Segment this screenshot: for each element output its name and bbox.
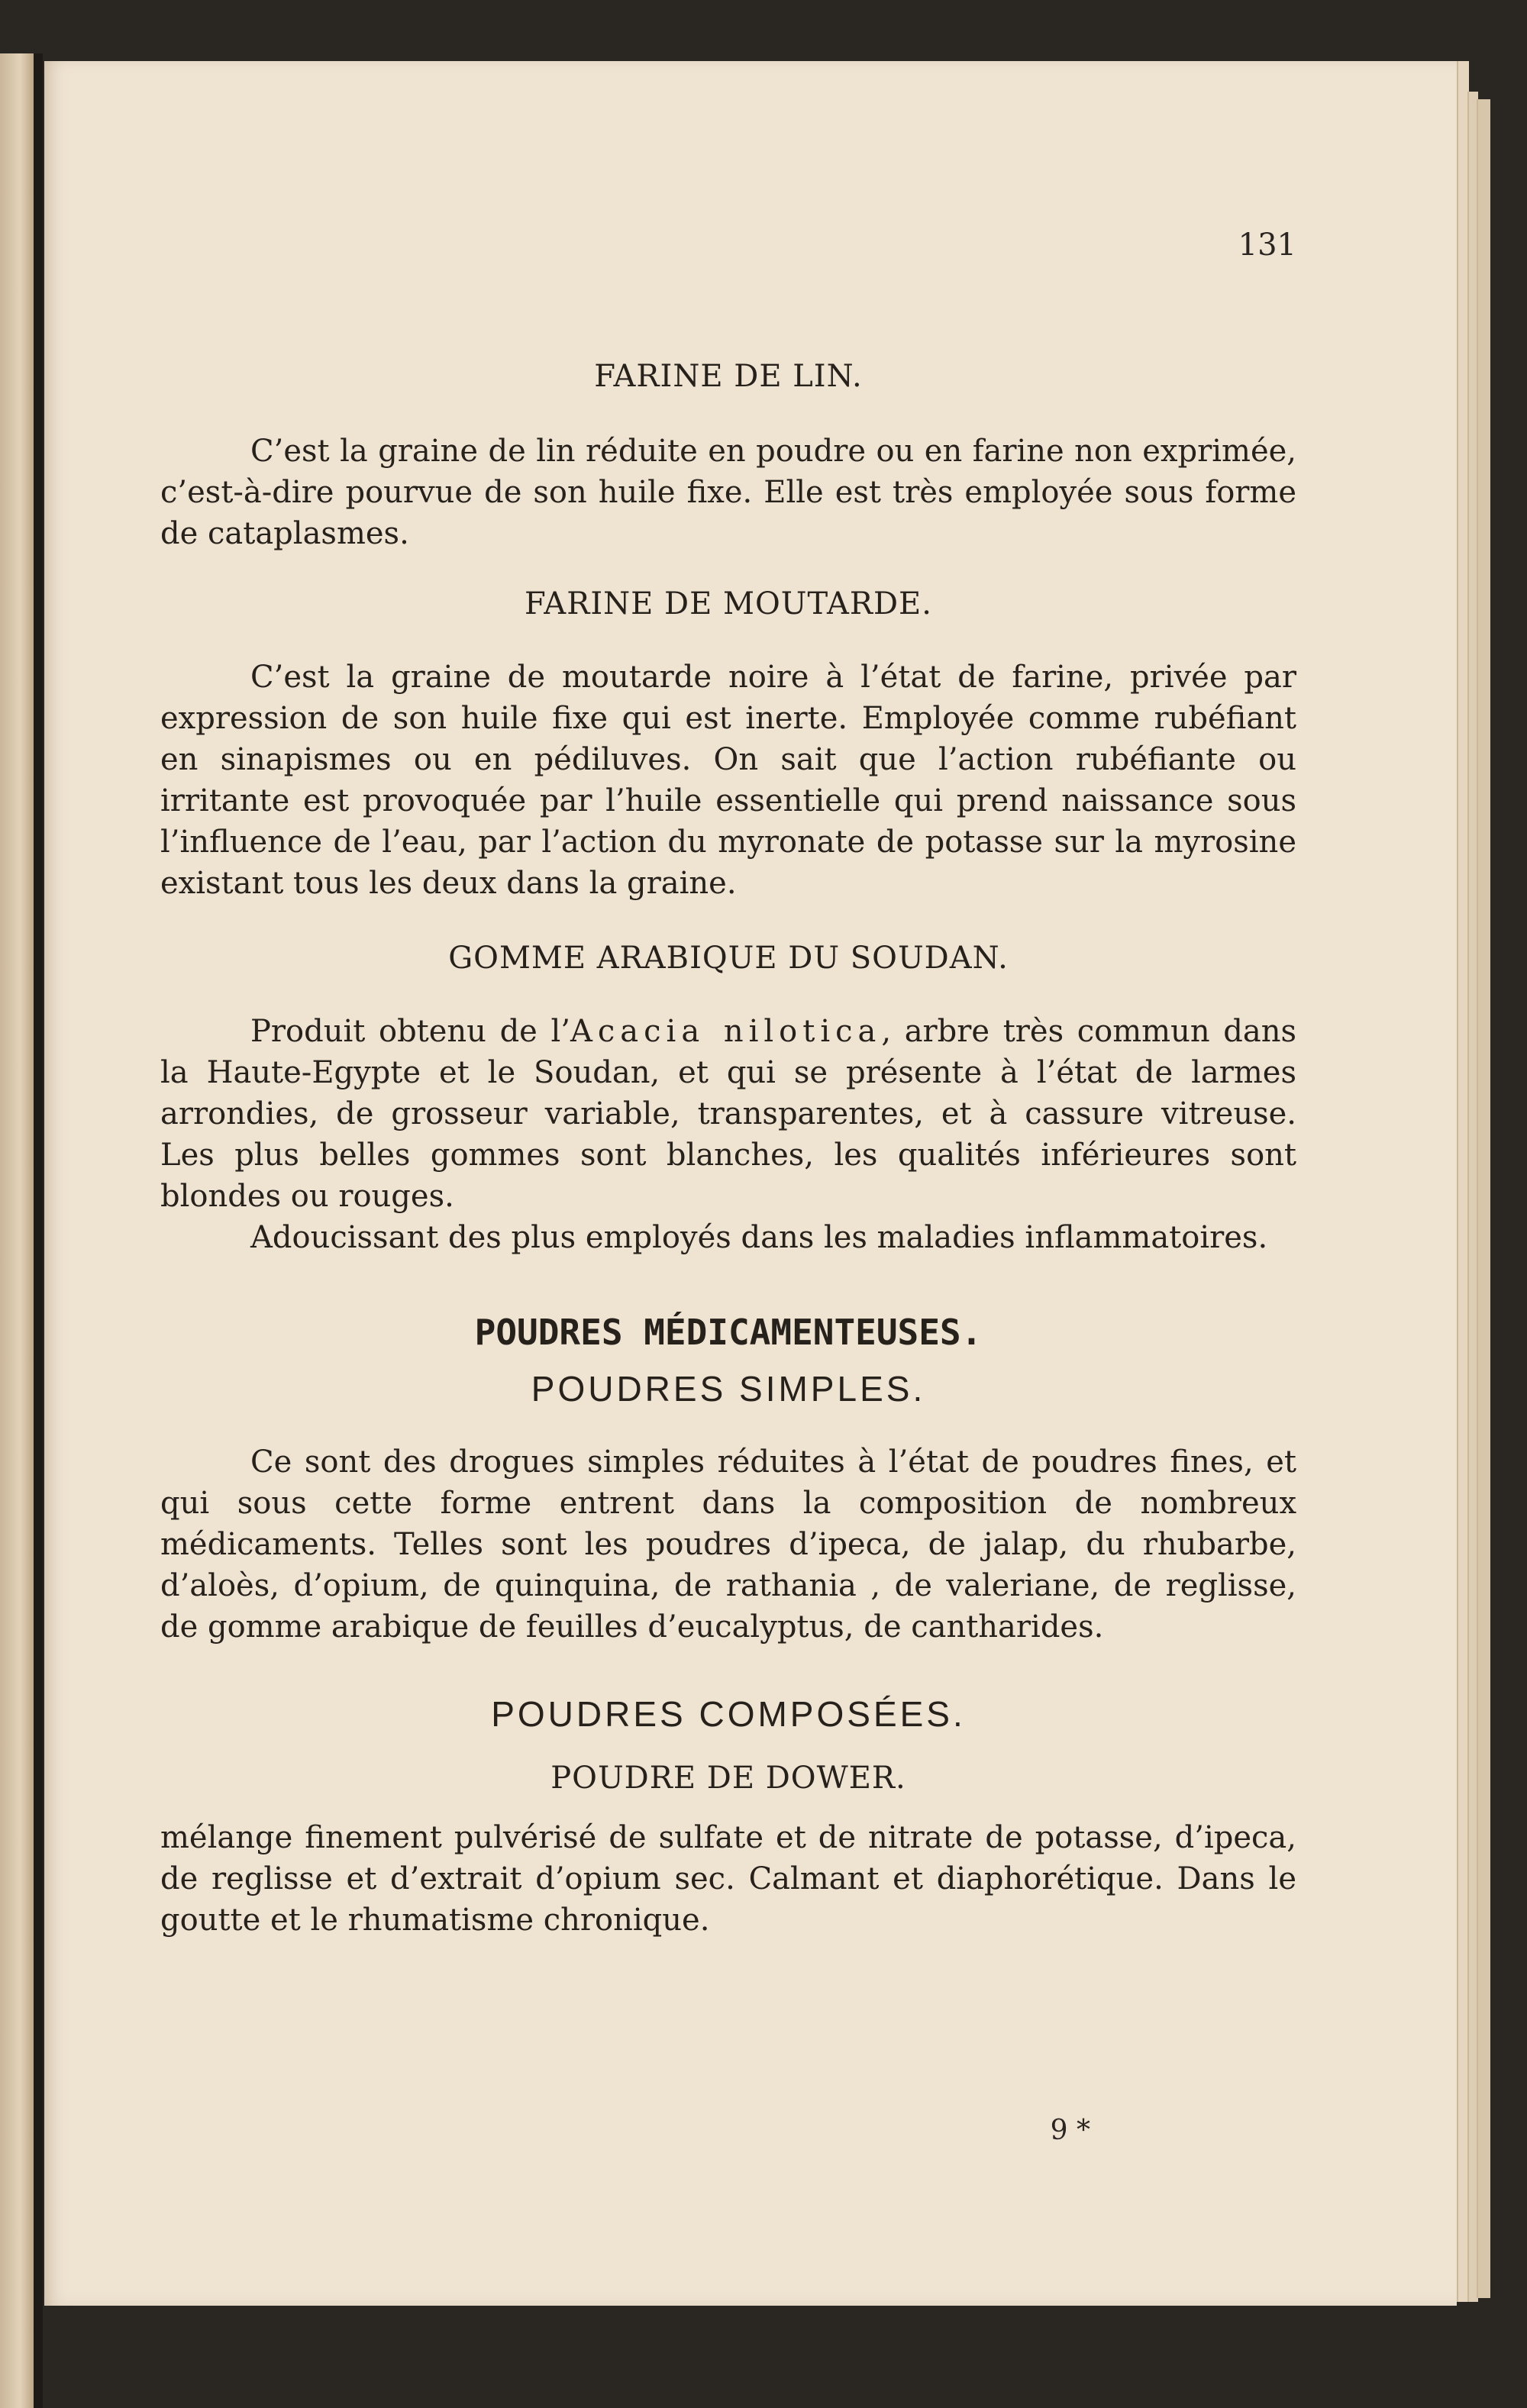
species-name: Acacia nilotica [570,1014,882,1049]
heading-farine-de-lin: FARINE DE LIN. [594,359,863,394]
book-page [44,61,1457,2306]
paragraph-adoucissant: Adoucissant des plus employés dans les maladies inflammatoires. [250,1220,1268,1255]
left-page-edge [0,53,34,2408]
signature-mark: 9 * [1050,2115,1090,2146]
paragraph-farine-de-moutarde: C’est la graine de moutarde noire à l’état de farine, privée par expression de son huile fixe qui est inerte. Employée comme rubéfiant en sinapismes ou en pédiluves. On sait que l’action rubéfiante ou irritante est provoquée par l’huile essentielle qui prend naissance sous l’influence de l’eau, par l’action du myronate de potasse sur la myrosine existant tous les deux dans la graine. [160,660,1296,901]
paragraph-farine-de-lin: C’est la graine de lin réduite en poudre ou en farine non exprimée, c’est-à-dire pourvue de son huile fixe. Elle est très employée sous forme de cataplasmes. [160,434,1296,551]
page-edge [1477,99,1490,2298]
heading-poudre-de-dower: POUDRE DE DOWER. [550,1761,906,1796]
heading-poudres-composees: POUDRES COMPOSÉES. [491,1694,966,1734]
heading-gomme-arabique: GOMME ARABIQUE DU SOUDAN. [448,941,1009,976]
paragraph-poudre-de-dower: mélange finement pulvérisé de sulfate et de nitrate de potasse, d’ipeca, de reglisse et d’extrait d’opium sec. Calmant et diaphorétique. Dans le goutte et le rhumatisme chronique. [160,1820,1296,1938]
heading-poudres-medicamenteuses: POUDRES MÉDICAMENTEUSES. [474,1312,983,1353]
book-gutter [34,53,43,2408]
paragraph-poudres-simples: Ce sont des drogues simples réduites à l’état de poudres fines, et qui sous cette forme entrent dans la composition de nombreux médicaments. Telles sont les poudres d’ipeca, de jalap, du rhubarbe, d’aloès, d’opium, de quinquina, de rathania , de valeriane, de reglisse, de gomme arabique de feuilles d’eucalyptus, de cantharides. [160,1444,1296,1645]
gomme-text-end: , arbre très commun dans la Haute-Egypte et le Soudan, et qui se présente à l’état de larmes arrondies, de grosseur variable, transparentes, et à cassure vitreuse. Les plus belles gommes sont blanches, les qualités inférieures sont blondes ou rouges. [160,1014,1296,1214]
paragraph-gomme-arabique [160,1011,1296,1217]
page-content [160,359,1296,1941]
heading-poudres-simples: POUDRES SIMPLES. [531,1369,926,1409]
page-number: 131 [1238,228,1296,263]
gomme-text-start: Produit obtenu de l’ [250,1014,570,1049]
heading-farine-de-moutarde: FARINE DE MOUTARDE. [525,586,932,621]
